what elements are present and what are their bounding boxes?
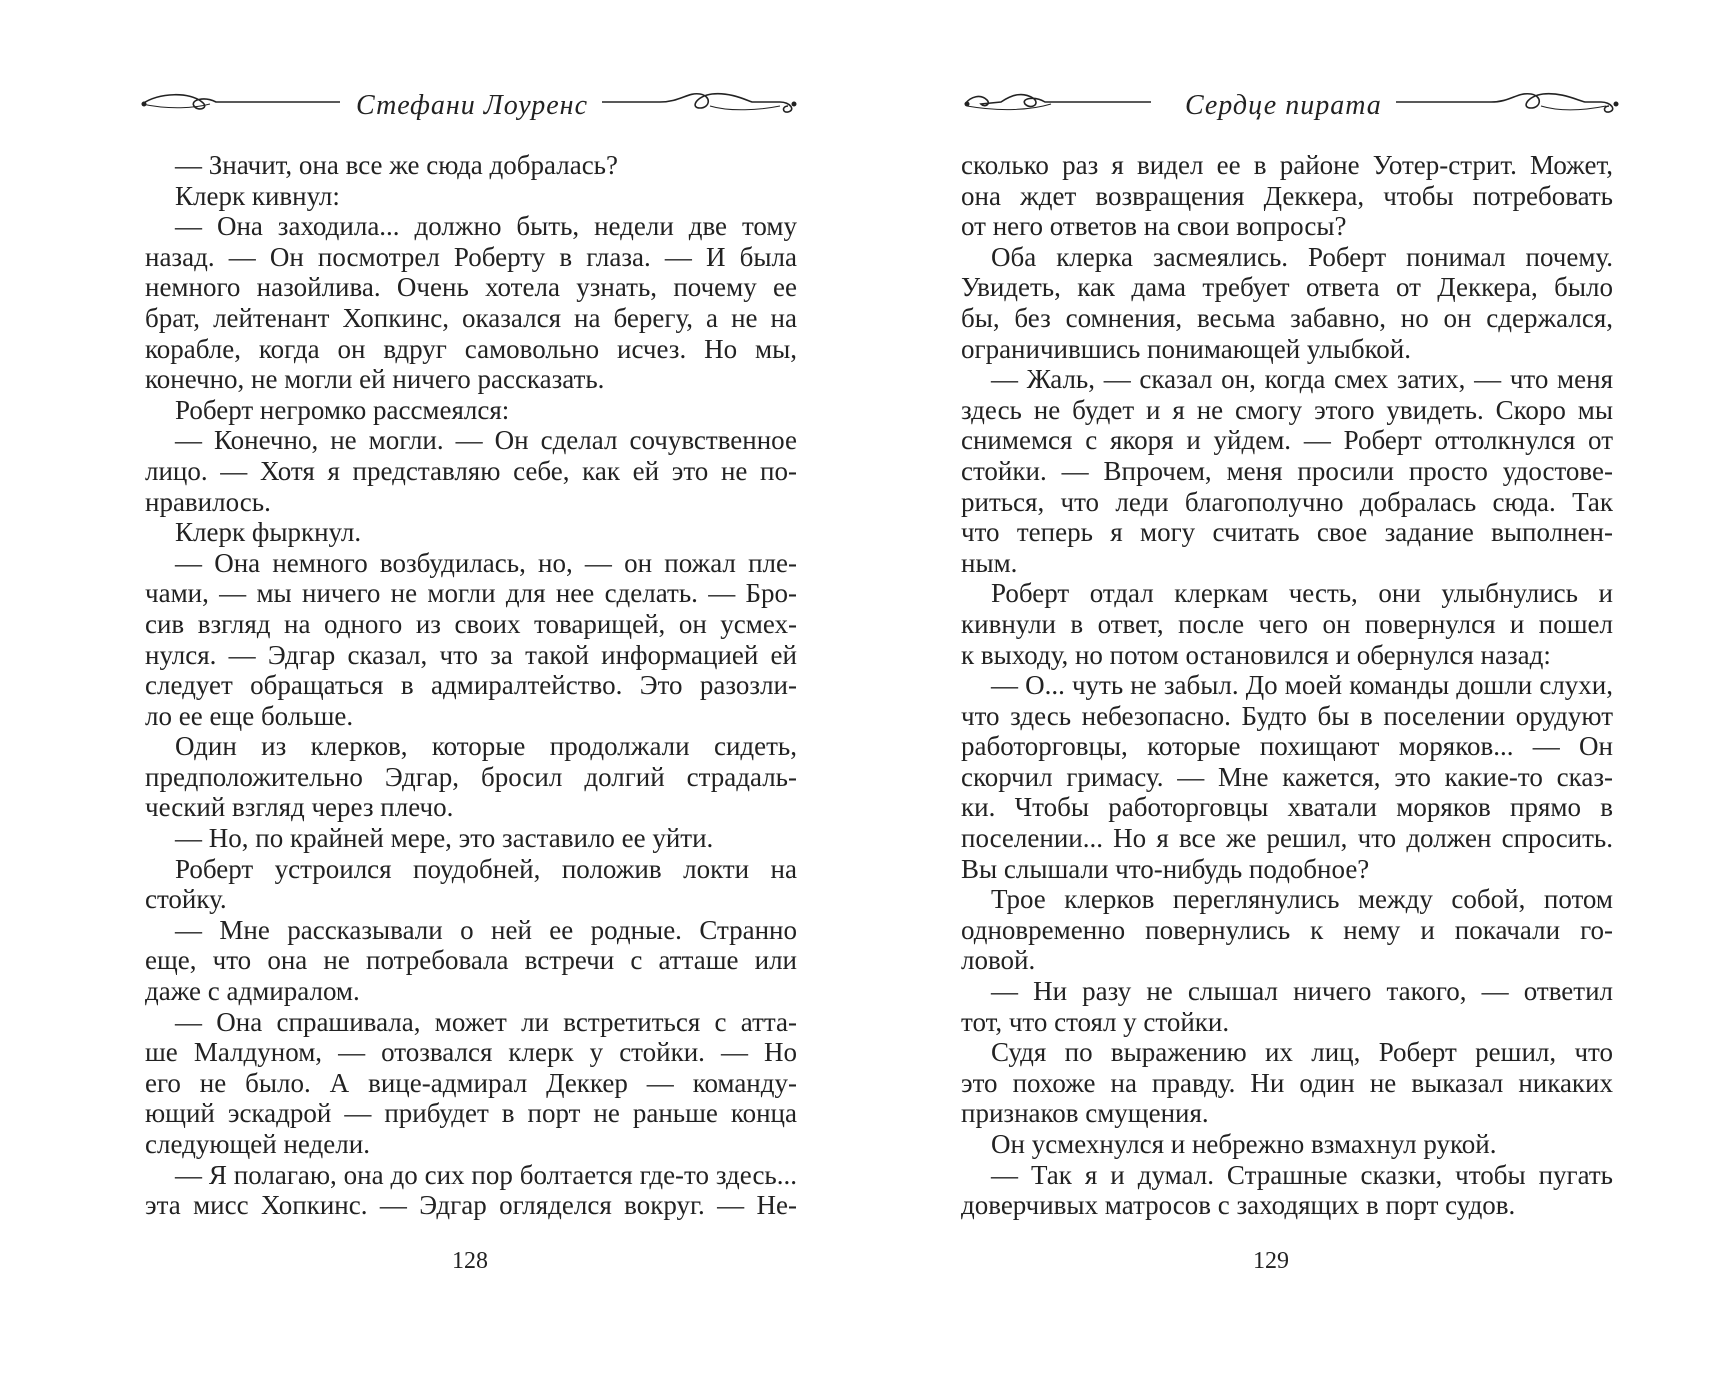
text-line: риться, что леди благополучно добралась сюда. Так xyxy=(961,486,1613,517)
right-page xyxy=(861,0,1722,1378)
text-line: ки. Чтобы работорговцы хватали моряков прямо в xyxy=(961,792,1613,823)
text-line: Клерк кивнул: xyxy=(175,180,340,211)
text-line: Роберт негромко рассмеялся: xyxy=(175,394,510,425)
left-text-block xyxy=(145,150,797,1221)
left-running-head xyxy=(140,82,800,122)
text-line: даже с адмиралом. xyxy=(145,976,360,1007)
text-line: она ждет возвращения Деккера, чтобы потребовать xyxy=(961,180,1613,211)
text-line: ше Малдуном, — отозвался клерк у стойки. — Но xyxy=(145,1037,797,1068)
text-line: ным. xyxy=(961,547,1018,578)
running-head-title: Стефани Лоуренс xyxy=(342,90,602,122)
text-line: от него ответов на свои вопросы? xyxy=(961,211,1347,242)
text-line: — Конечно, не могли. — Он сделал сочувственное xyxy=(175,425,797,456)
text-line: Один из клерков, которые продолжали сидеть, xyxy=(175,731,797,762)
text-line: — Так я и думал. Страшные сказки, чтобы пугать xyxy=(991,1159,1613,1190)
text-line: — Она заходила... должно быть, недели две тому xyxy=(175,211,797,242)
text-line: сколько раз я видел ее в районе Уотер-стрит. Может, xyxy=(961,150,1613,180)
text-line: кивнули в ответ, после чего он повернулся и пошел xyxy=(961,608,1613,639)
text-line: стойку. xyxy=(145,884,227,915)
text-line: — Она немного возбудилась, но, — он пожал пле- xyxy=(175,547,797,578)
text-line: стойки. — Впрочем, меня просили просто удостове- xyxy=(961,455,1613,486)
text-line: следует обращаться в адмиралтейство. Это разозли- xyxy=(145,670,797,701)
text-line: конечно, не могли ей ничего рассказать. xyxy=(145,364,605,395)
text-line: к выходу, но потом остановился и обернулся назад: xyxy=(961,639,1551,670)
text-line: сив взгляд на одного из своих товарищей, он усмех- xyxy=(145,608,797,639)
text-line: брат, лейтенант Хопкинс, оказался на берегу, а не на xyxy=(145,302,797,333)
text-line: предположительно Эдгар, бросил долгий страдаль- xyxy=(145,761,797,792)
text-line: бы, без сомнения, весьма забавно, но он сдержался, xyxy=(961,302,1613,333)
text-line: Роберт отдал клеркам честь, они улыбнулись и xyxy=(991,578,1613,609)
text-line: Судя по выражению их лиц, Роберт решил, что xyxy=(991,1037,1613,1068)
text-line: — Значит, она все же сюда добралась? xyxy=(175,150,618,180)
text-line: это похоже на правду. Ни один не выказал никаких xyxy=(961,1067,1613,1098)
text-line: — Я полагаю, она до сих пор болтается где-то здесь... xyxy=(175,1159,797,1190)
text-line: Оба клерка засмеялись. Роберт понимал почему. xyxy=(991,241,1613,272)
text-line: немного назойлива. Очень хотела узнать, почему ее xyxy=(145,272,797,303)
text-line: доверчивых матросов с заходящих в порт судов. xyxy=(961,1190,1516,1221)
text-line: поселении... Но я все же решил, что должен спросить. xyxy=(961,823,1613,854)
text-line: нравилось. xyxy=(145,486,271,517)
right-running-head xyxy=(961,82,1621,122)
text-line: — Она спрашивала, может ли встретиться с атта- xyxy=(175,1006,797,1037)
text-line: назад. — Он посмотрел Роберту в глаза. — И была xyxy=(145,241,797,272)
text-line: следующей недели. xyxy=(145,1129,370,1159)
text-line: ограничившись понимающей улыбкой. xyxy=(961,333,1412,364)
text-line: Вы слышали что-нибудь подобное? xyxy=(961,853,1370,884)
text-line: Трое клерков переглянулись между собой, потом xyxy=(991,884,1613,915)
text-line: нулся. — Эдгар сказал, что за такой информацией ей xyxy=(145,639,797,670)
text-line: скорчил гримасу. — Мне кажется, это какие-то сказ- xyxy=(961,761,1613,792)
text-line: что теперь я могу считать свое задание выполнен- xyxy=(961,517,1613,548)
text-line: — Но, по крайней мере, это заставило ее уйти. xyxy=(175,823,714,854)
page-number: 128 xyxy=(452,1248,488,1274)
text-line: чами, — мы ничего не могли для нее сделать. — Бро- xyxy=(145,578,797,609)
text-line: тот, что стоял у стойки. xyxy=(961,1006,1230,1037)
text-line: ющий эскадрой — прибудет в порт не раньше конца xyxy=(145,1098,797,1129)
text-line: ческий взгляд через плечо. xyxy=(145,792,454,823)
text-line: Увидеть, как дама требует ответа от Деккера, было xyxy=(961,272,1613,303)
text-line: лицо. — Хотя я представляю себе, как ей это не по- xyxy=(145,455,797,486)
text-line: — Ни разу не слышал ничего такого, — ответил xyxy=(991,976,1613,1007)
text-line: Клерк фыркнул. xyxy=(175,517,362,548)
text-line: — О... чуть не забыл. До моей команды дошли слухи, xyxy=(991,670,1613,701)
text-line: эта мисс Хопкинс. — Эдгар огляделся вокруг. — Не- xyxy=(145,1190,797,1221)
text-line: Он усмехнулся и небрежно взмахнул рукой. xyxy=(991,1129,1497,1159)
text-line: работорговцы, которые похищают моряков... — Он xyxy=(961,731,1613,762)
right-text-block xyxy=(961,150,1613,1221)
running-head-title: Сердце пирата xyxy=(1171,90,1396,122)
text-line: здесь не будет и я не смогу этого увидеть. Скоро мы xyxy=(961,394,1613,425)
text-line: признаков смущения. xyxy=(961,1098,1209,1129)
text-line: корабле, когда он вдруг самовольно исчез. Но мы, xyxy=(145,333,797,364)
text-line: одновременно повернулись к нему и покачали го- xyxy=(961,914,1613,945)
text-line: что здесь небезопасно. Будто бы в поселении орудуют xyxy=(961,700,1613,731)
text-line: снимемся с якоря и уйдем. — Роберт оттолкнулся от xyxy=(961,425,1613,456)
page-number: 129 xyxy=(1253,1248,1289,1274)
text-line: — Жаль, — сказал он, когда смех затих, — что меня xyxy=(991,364,1613,395)
text-line: ло ее еще больше. xyxy=(145,700,354,731)
text-line: ловой. xyxy=(961,945,1036,976)
text-line: еще, что она не потребовала встречи с атташе или xyxy=(145,945,797,976)
text-line: — Мне рассказывали о ней ее родные. Странно xyxy=(175,914,797,945)
text-line: Роберт устроился поудобней, положив локти на xyxy=(175,853,797,884)
text-line: его не было. А вице-адмирал Деккер — команду- xyxy=(145,1067,797,1098)
